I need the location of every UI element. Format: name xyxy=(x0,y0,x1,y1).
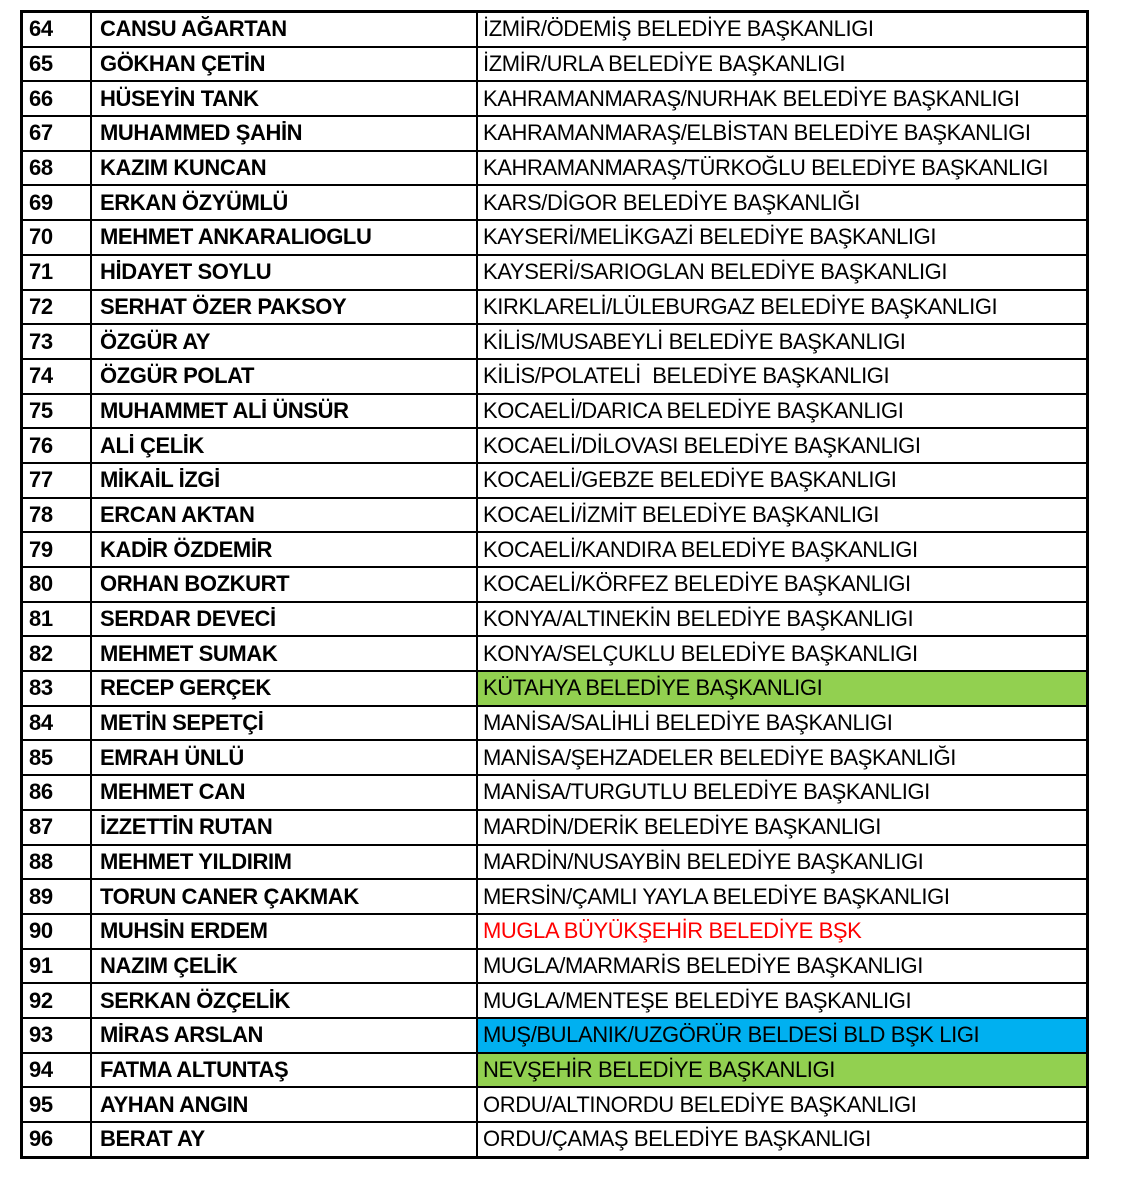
table-row xyxy=(22,428,1088,463)
table-row xyxy=(22,1122,1088,1157)
table-row xyxy=(22,12,1088,47)
row-number-cell: 64 xyxy=(22,12,92,47)
office-cell: KİLİS/POLATELİ BELEDİYE BAŞKANLIGI xyxy=(477,359,1088,394)
person-name-cell: SERHAT ÖZER PAKSOY xyxy=(91,290,477,325)
office-cell: İZMİR/ÖDEMİŞ BELEDİYE BAŞKANLIGI xyxy=(477,12,1088,47)
office-cell: MARDİN/DERİK BELEDİYE BAŞKANLIGI xyxy=(477,810,1088,845)
mayors-roster-table xyxy=(20,10,1089,1159)
table-row xyxy=(22,706,1088,741)
table-row xyxy=(22,359,1088,394)
person-name-cell: HÜSEYİN TANK xyxy=(91,81,477,116)
office-cell: KOCAELİ/KÖRFEZ BELEDİYE BAŞKANLIGI xyxy=(477,567,1088,602)
row-number-cell: 72 xyxy=(22,290,92,325)
table-row xyxy=(22,255,1088,290)
office-cell: KOCAELİ/KANDIRA BELEDİYE BAŞKANLIGI xyxy=(477,532,1088,567)
row-number-cell: 70 xyxy=(22,220,92,255)
table-row xyxy=(22,810,1088,845)
office-cell: KONYA/ALTINEKİN BELEDİYE BAŞKANLIGI xyxy=(477,602,1088,637)
roster-body xyxy=(22,12,1088,1158)
row-number-cell: 69 xyxy=(22,185,92,220)
office-cell: KOCAELİ/İZMİT BELEDİYE BAŞKANLIGI xyxy=(477,498,1088,533)
person-name-cell: ERKAN ÖZYÜMLÜ xyxy=(91,185,477,220)
row-number-cell: 91 xyxy=(22,949,92,984)
office-cell: MUGLA/MARMARİS BELEDİYE BAŞKANLIGI xyxy=(477,949,1088,984)
office-cell: KOCAELİ/DİLOVASI BELEDİYE BAŞKANLIGI xyxy=(477,428,1088,463)
person-name-cell: NAZIM ÇELİK xyxy=(91,949,477,984)
table-row xyxy=(22,879,1088,914)
table-row xyxy=(22,1018,1088,1053)
table-row xyxy=(22,498,1088,533)
row-number-cell: 87 xyxy=(22,810,92,845)
table-row xyxy=(22,463,1088,498)
office-cell: KAHRAMANMARAŞ/ELBİSTAN BELEDİYE BAŞKANLIGI xyxy=(477,116,1088,151)
table-row xyxy=(22,775,1088,810)
person-name-cell: İZZETTİN RUTAN xyxy=(91,810,477,845)
office-cell: MUGLA/MENTEŞE BELEDİYE BAŞKANLIGI xyxy=(477,983,1088,1018)
row-number-cell: 83 xyxy=(22,671,92,706)
row-number-cell: 74 xyxy=(22,359,92,394)
row-number-cell: 78 xyxy=(22,498,92,533)
row-number-cell: 73 xyxy=(22,324,92,359)
office-cell: KÜTAHYA BELEDİYE BAŞKANLIGI xyxy=(477,671,1088,706)
office-cell: KIRKLARELİ/LÜLEBURGAZ BELEDİYE BAŞKANLIGI xyxy=(477,290,1088,325)
person-name-cell: ORHAN BOZKURT xyxy=(91,567,477,602)
row-number-cell: 84 xyxy=(22,706,92,741)
office-cell: KARS/DİGOR BELEDİYE BAŞKANLIĞI xyxy=(477,185,1088,220)
office-cell: KAHRAMANMARAŞ/NURHAK BELEDİYE BAŞKANLIGI xyxy=(477,81,1088,116)
office-cell: KAHRAMANMARAŞ/TÜRKOĞLU BELEDİYE BAŞKANLIGI xyxy=(477,151,1088,186)
person-name-cell: AYHAN ANGIN xyxy=(91,1087,477,1122)
table-row xyxy=(22,290,1088,325)
person-name-cell: METİN SEPETÇİ xyxy=(91,706,477,741)
office-cell: MANİSA/SALİHLİ BELEDİYE BAŞKANLIGI xyxy=(477,706,1088,741)
row-number-cell: 80 xyxy=(22,567,92,602)
person-name-cell: SERDAR DEVECİ xyxy=(91,602,477,637)
person-name-cell: MEHMET SUMAK xyxy=(91,636,477,671)
table-row xyxy=(22,81,1088,116)
office-cell: MARDİN/NUSAYBİN BELEDİYE BAŞKANLIGI xyxy=(477,845,1088,880)
row-number-cell: 67 xyxy=(22,116,92,151)
table-row xyxy=(22,532,1088,567)
table-row xyxy=(22,1053,1088,1088)
person-name-cell: KADİR ÖZDEMİR xyxy=(91,532,477,567)
row-number-cell: 92 xyxy=(22,983,92,1018)
person-name-cell: ERCAN AKTAN xyxy=(91,498,477,533)
table-row xyxy=(22,394,1088,429)
table-row xyxy=(22,914,1088,949)
office-cell: KAYSERİ/MELİKGAZİ BELEDİYE BAŞKANLIGI xyxy=(477,220,1088,255)
row-number-cell: 96 xyxy=(22,1122,92,1157)
table-row xyxy=(22,185,1088,220)
office-cell: MUGLA BÜYÜKŞEHİR BELEDİYE BŞK xyxy=(477,914,1088,949)
row-number-cell: 95 xyxy=(22,1087,92,1122)
person-name-cell: MİKAİL İZGİ xyxy=(91,463,477,498)
person-name-cell: ÖZGÜR AY xyxy=(91,324,477,359)
person-name-cell: KAZIM KUNCAN xyxy=(91,151,477,186)
office-cell: MUŞ/BULANIK/UZGÖRÜR BELDESİ BLD BŞK LIGI xyxy=(477,1018,1088,1053)
row-number-cell: 75 xyxy=(22,394,92,429)
table-row xyxy=(22,1087,1088,1122)
office-cell: MANİSA/ŞEHZADELER BELEDİYE BAŞKANLIĞI xyxy=(477,740,1088,775)
office-cell: ORDU/ÇAMAŞ BELEDİYE BAŞKANLIGI xyxy=(477,1122,1088,1157)
office-cell: MERSİN/ÇAMLI YAYLA BELEDİYE BAŞKANLIGI xyxy=(477,879,1088,914)
person-name-cell: RECEP GERÇEK xyxy=(91,671,477,706)
table-row xyxy=(22,740,1088,775)
person-name-cell: MEHMET ANKARALIOGLU xyxy=(91,220,477,255)
office-cell: MANİSA/TURGUTLU BELEDİYE BAŞKANLIGI xyxy=(477,775,1088,810)
row-number-cell: 86 xyxy=(22,775,92,810)
row-number-cell: 85 xyxy=(22,740,92,775)
office-cell: KOCAELİ/DARICA BELEDİYE BAŞKANLIGI xyxy=(477,394,1088,429)
table-row xyxy=(22,116,1088,151)
table-row xyxy=(22,220,1088,255)
table-row xyxy=(22,671,1088,706)
row-number-cell: 93 xyxy=(22,1018,92,1053)
table-row xyxy=(22,949,1088,984)
row-number-cell: 81 xyxy=(22,602,92,637)
person-name-cell: MEHMET CAN xyxy=(91,775,477,810)
office-cell: KOCAELİ/GEBZE BELEDİYE BAŞKANLIGI xyxy=(477,463,1088,498)
person-name-cell: GÖKHAN ÇETİN xyxy=(91,47,477,82)
row-number-cell: 71 xyxy=(22,255,92,290)
person-name-cell: TORUN CANER ÇAKMAK xyxy=(91,879,477,914)
table-row xyxy=(22,602,1088,637)
row-number-cell: 65 xyxy=(22,47,92,82)
person-name-cell: ÖZGÜR POLAT xyxy=(91,359,477,394)
row-number-cell: 82 xyxy=(22,636,92,671)
table-row xyxy=(22,324,1088,359)
row-number-cell: 79 xyxy=(22,532,92,567)
table-row xyxy=(22,636,1088,671)
person-name-cell: MUHSİN ERDEM xyxy=(91,914,477,949)
row-number-cell: 68 xyxy=(22,151,92,186)
person-name-cell: EMRAH ÜNLÜ xyxy=(91,740,477,775)
table-row xyxy=(22,845,1088,880)
person-name-cell: MUHAMMED ŞAHİN xyxy=(91,116,477,151)
person-name-cell: MUHAMMET ALİ ÜNSÜR xyxy=(91,394,477,429)
person-name-cell: ALİ ÇELİK xyxy=(91,428,477,463)
office-cell: KAYSERİ/SARIOGLAN BELEDİYE BAŞKANLIGI xyxy=(477,255,1088,290)
office-cell: NEVŞEHİR BELEDİYE BAŞKANLIGI xyxy=(477,1053,1088,1088)
person-name-cell: CANSU AĞARTAN xyxy=(91,12,477,47)
office-cell: KONYA/SELÇUKLU BELEDİYE BAŞKANLIGI xyxy=(477,636,1088,671)
row-number-cell: 89 xyxy=(22,879,92,914)
person-name-cell: MEHMET YILDIRIM xyxy=(91,845,477,880)
row-number-cell: 88 xyxy=(22,845,92,880)
office-cell: ORDU/ALTINORDU BELEDİYE BAŞKANLIGI xyxy=(477,1087,1088,1122)
table-row xyxy=(22,567,1088,602)
office-cell: İZMİR/URLA BELEDİYE BAŞKANLIGI xyxy=(477,47,1088,82)
office-cell: KİLİS/MUSABEYLİ BELEDİYE BAŞKANLIGI xyxy=(477,324,1088,359)
row-number-cell: 90 xyxy=(22,914,92,949)
person-name-cell: HİDAYET SOYLU xyxy=(91,255,477,290)
person-name-cell: SERKAN ÖZÇELİK xyxy=(91,983,477,1018)
person-name-cell: FATMA ALTUNTAŞ xyxy=(91,1053,477,1088)
row-number-cell: 66 xyxy=(22,81,92,116)
row-number-cell: 94 xyxy=(22,1053,92,1088)
table-row xyxy=(22,983,1088,1018)
person-name-cell: BERAT AY xyxy=(91,1122,477,1157)
row-number-cell: 76 xyxy=(22,428,92,463)
row-number-cell: 77 xyxy=(22,463,92,498)
person-name-cell: MİRAS ARSLAN xyxy=(91,1018,477,1053)
table-row xyxy=(22,47,1088,82)
table-row xyxy=(22,151,1088,186)
